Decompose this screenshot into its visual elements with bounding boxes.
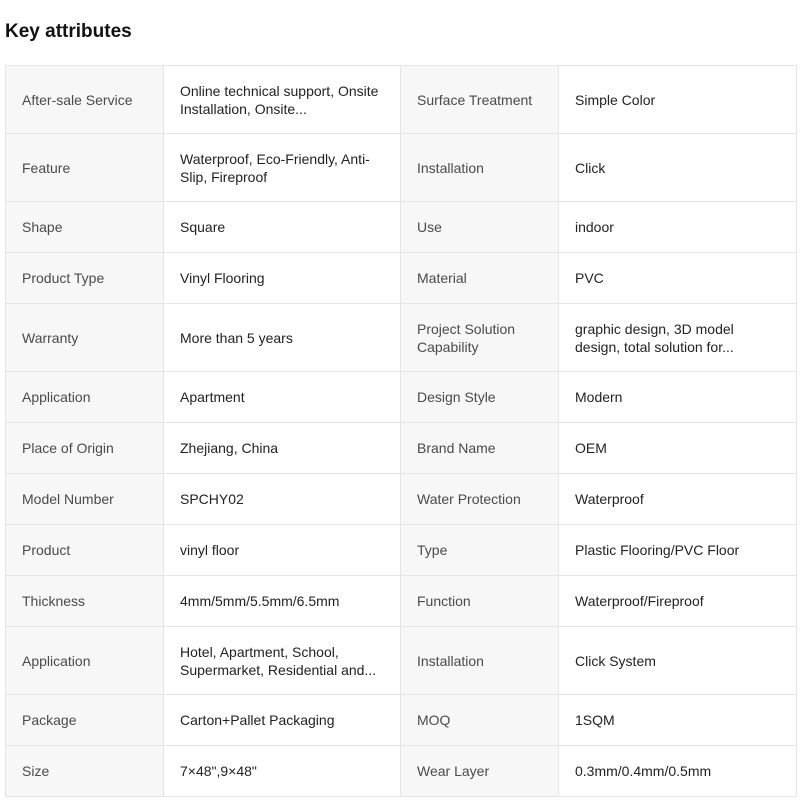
- attribute-value: Waterproof, Eco-Friendly, Anti-Slip, Fireproof: [164, 134, 401, 202]
- attribute-value: vinyl floor: [164, 525, 401, 576]
- table-row: [6, 304, 797, 372]
- attribute-label: Product Type: [6, 253, 164, 304]
- attribute-value: 7×48",9×48": [164, 746, 401, 797]
- attribute-value: Apartment: [164, 372, 401, 423]
- attribute-label: Application: [6, 372, 164, 423]
- attribute-label: Material: [401, 253, 559, 304]
- attribute-value: Waterproof/Fireproof: [559, 576, 797, 627]
- attribute-label: Wear Layer: [401, 746, 559, 797]
- attribute-label: Design Style: [401, 372, 559, 423]
- attribute-label: Shape: [6, 202, 164, 253]
- attribute-label: MOQ: [401, 695, 559, 746]
- attribute-label: Project Solution Capability: [401, 304, 559, 372]
- attribute-label: Application: [6, 627, 164, 695]
- attribute-value: Hotel, Apartment, School, Supermarket, Residential and...: [164, 627, 401, 695]
- attribute-label: Package: [6, 695, 164, 746]
- attribute-label: Use: [401, 202, 559, 253]
- attribute-label: Brand Name: [401, 423, 559, 474]
- attribute-value: Waterproof: [559, 474, 797, 525]
- attribute-label: Model Number: [6, 474, 164, 525]
- attribute-value: Simple Color: [559, 66, 797, 134]
- attribute-value: 0.3mm/0.4mm/0.5mm: [559, 746, 797, 797]
- attribute-value: graphic design, 3D model design, total solution for...: [559, 304, 797, 372]
- attribute-value: Click: [559, 134, 797, 202]
- table-row: [6, 695, 797, 746]
- attribute-value: 4mm/5mm/5.5mm/6.5mm: [164, 576, 401, 627]
- attribute-value: 1SQM: [559, 695, 797, 746]
- table-row: [6, 474, 797, 525]
- section-title: Key attributes: [5, 21, 132, 42]
- attribute-label: Water Protection: [401, 474, 559, 525]
- attribute-value: Square: [164, 202, 401, 253]
- attribute-label: Installation: [401, 627, 559, 695]
- attribute-label: Size: [6, 746, 164, 797]
- table-row: [6, 746, 797, 797]
- attribute-label: After-sale Service: [6, 66, 164, 134]
- attribute-label: Function: [401, 576, 559, 627]
- table-row: [6, 423, 797, 474]
- attribute-value: Carton+Pallet Packaging: [164, 695, 401, 746]
- table-row: [6, 134, 797, 202]
- table-row: [6, 627, 797, 695]
- attribute-value: Plastic Flooring/PVC Floor: [559, 525, 797, 576]
- attribute-label: Product: [6, 525, 164, 576]
- attribute-value: Zhejiang, China: [164, 423, 401, 474]
- table-row: [6, 525, 797, 576]
- attribute-label: Warranty: [6, 304, 164, 372]
- attribute-value: indoor: [559, 202, 797, 253]
- attribute-value: SPCHY02: [164, 474, 401, 525]
- table-row: [6, 253, 797, 304]
- attribute-label: Installation: [401, 134, 559, 202]
- attribute-label: Surface Treatment: [401, 66, 559, 134]
- attributes-table: [5, 65, 797, 797]
- table-row: [6, 372, 797, 423]
- attribute-label: Thickness: [6, 576, 164, 627]
- table-row: [6, 66, 797, 134]
- attribute-value: Modern: [559, 372, 797, 423]
- attribute-label: Place of Origin: [6, 423, 164, 474]
- table-row: [6, 202, 797, 253]
- attribute-value: OEM: [559, 423, 797, 474]
- attribute-value: Vinyl Flooring: [164, 253, 401, 304]
- attribute-value: Click System: [559, 627, 797, 695]
- attribute-value: More than 5 years: [164, 304, 401, 372]
- attribute-label: Type: [401, 525, 559, 576]
- attribute-value: Online technical support, Onsite Installation, Onsite...: [164, 66, 401, 134]
- table-row: [6, 576, 797, 627]
- attribute-label: Feature: [6, 134, 164, 202]
- attribute-value: PVC: [559, 253, 797, 304]
